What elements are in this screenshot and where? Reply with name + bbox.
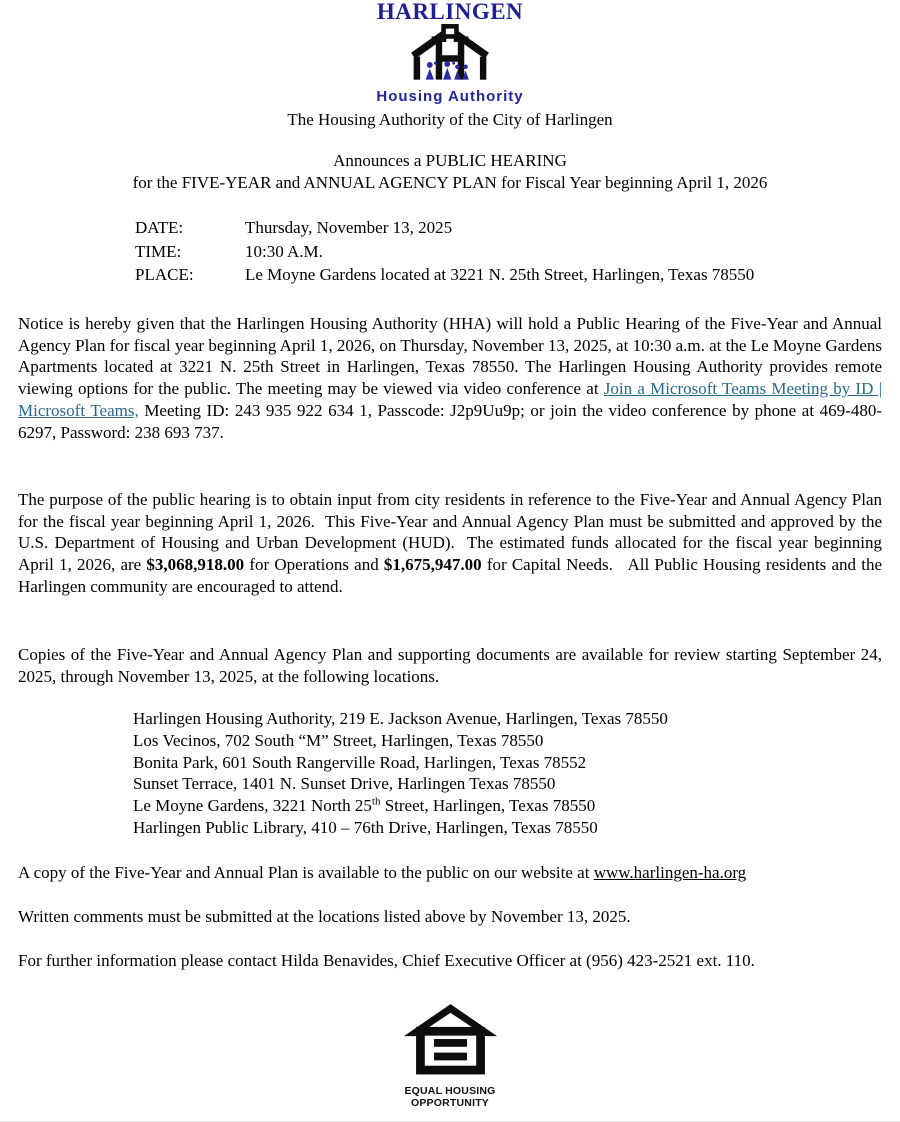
detail-row-place bbox=[135, 263, 754, 287]
location-harlingen-housing-authority bbox=[133, 708, 668, 730]
date-value: Thursday, November 13, 2025 bbox=[245, 218, 453, 237]
location-text: Harlingen Public Library, 410 – 76th Drive, Harlingen, Texas 78550 bbox=[133, 817, 598, 837]
location-bonita-park bbox=[133, 752, 668, 774]
logo-title: HARLINGEN bbox=[376, 0, 524, 24]
capital-needs-amount: $1,675,947.00 bbox=[383, 555, 482, 575]
logo-subtitle: Housing Authority bbox=[376, 88, 524, 105]
website-paragraph bbox=[18, 862, 882, 884]
notice-paragraph bbox=[18, 313, 882, 443]
purpose-text-2: for Operations and bbox=[244, 555, 384, 575]
contact-paragraph: For further information please contact Hilda Benavides, Chief Executive Officer at (956) 423-2521 ext. 110. bbox=[18, 951, 755, 970]
location-le-moyne-gardens bbox=[133, 795, 668, 817]
location-harlingen-public-library bbox=[133, 817, 668, 839]
location-sup: th bbox=[371, 795, 381, 808]
location-text: Sunset Terrace, 1401 N. Sunset Drive, Harlingen Texas 78550 bbox=[133, 774, 556, 794]
eho-caption bbox=[404, 1086, 495, 1109]
operations-amount: $3,068,918.00 bbox=[146, 555, 245, 575]
time-label: TIME: bbox=[135, 241, 182, 261]
eho-caption-line2: OPPORTUNITY bbox=[410, 1096, 490, 1109]
hearing-details bbox=[135, 216, 754, 287]
eho-caption-line1: EQUAL HOUSING bbox=[404, 1085, 496, 1097]
time-value: 10:30 A.M. bbox=[245, 241, 323, 261]
harlingen-house-logo-icon bbox=[404, 24, 496, 87]
notice-text-after: Meeting ID: 243 935 922 634 1, Passcode: J2p9Uu9p; or join the video conference by phone at 469-480-6297, Password: 238 693 737. bbox=[18, 400, 882, 442]
locations-list bbox=[133, 708, 668, 839]
detail-row-date bbox=[135, 216, 754, 240]
location-text: Los Vecinos, 702 South “M” Street, Harlingen, Texas 78550 bbox=[133, 730, 544, 750]
detail-row-time bbox=[135, 240, 754, 264]
notice-text-before: Notice is hereby given that the Harlingen Housing Authority (HHA) will hold a Public Hearing of the Five-Year and Annual Agency Plan for fiscal year beginning April 1, 2026, on Thursday, November 13, 2025, at 10:30 a.m. at the Le Moyne Gardens Apartments located at 3221 N. 25th Street in Harlingen, Texas 78550. The Harlingen Housing Authority provides remote viewing options for the public. The meeting may be viewed via video conference at bbox=[18, 314, 882, 399]
location-los-vecinos bbox=[133, 730, 668, 752]
website-link[interactable]: www.harlingen-ha.org bbox=[593, 863, 747, 882]
date-label: DATE: bbox=[135, 218, 184, 237]
location-sunset-terrace bbox=[133, 773, 668, 795]
plan-line: for the FIVE-YEAR and ANNUAL AGENCY PLAN for Fiscal Year beginning April 1, 2026 bbox=[132, 173, 768, 192]
purpose-text-3: for Capital Needs. All Public Housing residents and the Harlingen community are encouraged to attend. bbox=[18, 555, 882, 596]
announce-line: Announces a PUBLIC HEARING bbox=[333, 151, 567, 170]
location-text: Bonita Park, 601 South Rangerville Road, Harlingen, Texas 78552 bbox=[133, 752, 587, 772]
org-title-line: The Housing Authority of the City of Harlingen bbox=[287, 110, 613, 129]
location-text: Le Moyne Gardens, 3221 North 25 bbox=[133, 796, 372, 816]
harlingen-logo bbox=[0, 0, 900, 106]
place-value: Le Moyne Gardens located at 3221 N. 25th Street, Harlingen, Texas 78550 bbox=[245, 265, 755, 285]
teams-meeting-link[interactable]: Join a Microsoft Teams Meeting by ID | Microsoft Teams, bbox=[18, 379, 882, 420]
purpose-text-1: The purpose of the public hearing is to obtain input from city residents in reference to the Five-Year and Annual Agency Plan for the fiscal year beginning April 1, 2026. This Five-Year and Annual Agency Plan must be submitted and approved by the U.S. Department of Housing and Urban Development (HUD). The estimated funds allocated for the fiscal year beginning April 1, 2026, are bbox=[18, 490, 882, 575]
place-label: PLACE: bbox=[135, 265, 194, 285]
location-text: Harlingen Housing Authority, 219 E. Jackson Avenue, Harlingen, Texas 78550 bbox=[133, 709, 668, 728]
comments-paragraph: Written comments must be submitted at the locations listed above by November 13, 2025. bbox=[18, 907, 631, 926]
website-text-before: A copy of the Five-Year and Annual Plan is available to the public on our website at bbox=[18, 863, 594, 882]
equal-housing-logo-icon bbox=[402, 1002, 499, 1083]
copies-paragraph: Copies of the Five-Year and Annual Agency Plan and supporting documents are available for review starting September 24, 2025, through November 13, 2025, at the following locations. bbox=[18, 645, 882, 686]
location-text: Street, Harlingen, Texas 78550 bbox=[380, 796, 596, 816]
purpose-paragraph bbox=[18, 489, 882, 598]
equal-housing-opportunity-logo bbox=[0, 1002, 900, 1109]
